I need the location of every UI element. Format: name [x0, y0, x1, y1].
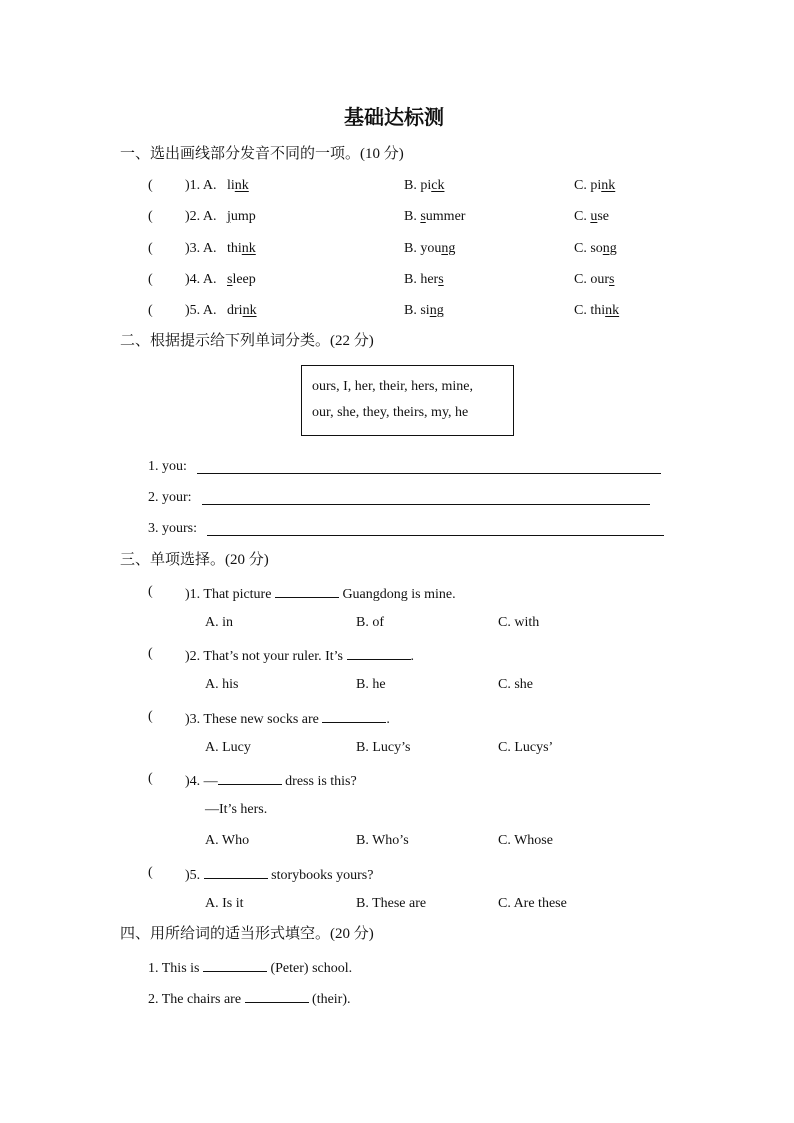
- choice-q5-option-c[interactable]: C. Are these: [498, 896, 567, 911]
- fill-q1-pre: 1. This is: [148, 961, 203, 976]
- pronunciation-option-c[interactable]: [574, 177, 615, 195]
- choice-q5-pre: )5.: [185, 868, 204, 883]
- paren-open: (: [148, 646, 153, 661]
- pronunciation-option-c[interactable]: [574, 208, 609, 226]
- pronunciation-option-a[interactable]: [227, 240, 256, 258]
- fill-q2: [148, 988, 351, 1009]
- underlined-letters: nk: [605, 303, 620, 318]
- underlined-letters: nk: [242, 303, 257, 318]
- underlined-letters: ng: [602, 241, 617, 256]
- paren-open: (: [148, 584, 153, 599]
- choice-q5-option-a[interactable]: A. Is it: [205, 896, 244, 911]
- word-part: thi: [227, 241, 242, 256]
- pronunciation-option-b[interactable]: [404, 240, 455, 258]
- choice-q1-option-a[interactable]: A. in: [205, 615, 233, 630]
- classify-q3-label: 3. yours:: [148, 521, 197, 536]
- word-part: B. you: [404, 241, 442, 256]
- word-part: leep: [232, 272, 256, 287]
- classify-q3-answer-line[interactable]: [207, 535, 664, 536]
- paren-open: (: [148, 771, 153, 786]
- word-part: B.: [404, 209, 421, 224]
- paren-open: (: [148, 178, 153, 193]
- word-part: B. si: [404, 303, 430, 318]
- choice-q2-pre: )2. That’s not your ruler. It’s: [185, 649, 347, 664]
- section-1-heading: 一、选出画线部分发音不同的一项。(10 分): [120, 146, 404, 162]
- paren-open: (: [148, 241, 153, 256]
- pronunciation-option-c[interactable]: [574, 271, 614, 289]
- word-part: C. thi: [574, 303, 606, 318]
- question-number: )5. A.: [185, 303, 217, 318]
- underlined-letters: s: [438, 272, 444, 287]
- question-number: )2. A.: [185, 209, 217, 224]
- choice-q2-option-a[interactable]: A. his: [205, 677, 239, 692]
- fill-q2-pre: 2. The chairs are: [148, 992, 245, 1007]
- underlined-letters: nk: [601, 178, 616, 193]
- choice-q4-option-a[interactable]: A. Who: [205, 833, 250, 848]
- choice-q2-post: .: [410, 649, 414, 664]
- word-part: B. her: [404, 272, 439, 287]
- underlined-letters: j: [227, 209, 231, 224]
- classify-q1-answer-line[interactable]: [197, 473, 661, 474]
- pronunciation-option-c[interactable]: [574, 302, 619, 320]
- fill-q1-post: (Peter) school.: [266, 961, 353, 976]
- section-2-heading: 二、根据提示给下列单词分类。(22 分): [120, 333, 374, 349]
- word-part: C. pi: [574, 178, 602, 193]
- choice-q2-blank[interactable]: [347, 645, 411, 660]
- underlined-letters: u: [590, 209, 598, 224]
- underlined-letters: nk: [234, 178, 249, 193]
- paren-open: (: [148, 209, 153, 224]
- word-part: C.: [574, 209, 591, 224]
- choice-q3-post: .: [386, 712, 390, 727]
- paren-open: (: [148, 865, 153, 880]
- section-3-heading: 三、单项选择。(20 分): [120, 552, 269, 568]
- paren-open: (: [148, 303, 153, 318]
- choice-q5-blank[interactable]: [204, 864, 268, 879]
- choice-q2-option-c[interactable]: C. she: [498, 677, 533, 692]
- choice-q3-stem: [185, 708, 390, 729]
- pronunciation-option-b[interactable]: [404, 208, 465, 226]
- choice-q4-reply: —It’s hers.: [205, 802, 268, 817]
- choice-q3-option-c[interactable]: C. Lucys’: [498, 740, 554, 755]
- fill-q2-post: (their).: [308, 992, 351, 1007]
- underlined-letters: nk: [241, 241, 256, 256]
- choice-q4-stem: [185, 770, 357, 791]
- choice-q1-option-b[interactable]: B. of: [356, 615, 384, 630]
- underlined-letters: s: [420, 209, 426, 224]
- choice-q4-option-c[interactable]: C. Whose: [498, 833, 553, 848]
- classify-q2-label: 2. your:: [148, 490, 192, 505]
- section-4-heading: 四、用所给词的适当形式填空。(20 分): [120, 926, 374, 942]
- word-part: B. pi: [404, 178, 432, 193]
- word-bank-box: [301, 365, 514, 436]
- underlined-letters: ng: [441, 241, 456, 256]
- fill-q1-blank[interactable]: [203, 957, 267, 972]
- underlined-letters: s: [227, 272, 233, 287]
- underlined-letters: ng: [429, 303, 444, 318]
- classify-q2-answer-line[interactable]: [202, 504, 650, 505]
- word-part: C. our: [574, 272, 609, 287]
- word-part: ump: [230, 209, 256, 224]
- word-part: dri: [227, 303, 243, 318]
- word-part: ummer: [425, 209, 466, 224]
- pronunciation-option-a[interactable]: [227, 208, 256, 226]
- choice-q1-post: Guangdong is mine.: [338, 587, 456, 602]
- choice-q4-blank[interactable]: [218, 770, 282, 785]
- paren-open: (: [148, 272, 153, 287]
- pronunciation-option-a[interactable]: [227, 302, 257, 320]
- question-number: )4. A.: [185, 272, 217, 287]
- pronunciation-option-c[interactable]: [574, 240, 617, 258]
- choice-q2-option-b[interactable]: B. he: [356, 677, 386, 692]
- choice-q2-stem: [185, 645, 414, 666]
- word-part: C. so: [574, 241, 603, 256]
- pronunciation-option-b[interactable]: [404, 271, 444, 289]
- word-bank-line-1: ours, I, her, their, hers, mine,: [312, 379, 473, 394]
- choice-q4-pre: )4. —: [185, 774, 218, 789]
- choice-q3-option-b[interactable]: B. Lucy’s: [356, 740, 411, 755]
- choice-q3-option-a[interactable]: A. Lucy: [205, 740, 251, 755]
- pronunciation-option-b[interactable]: [404, 302, 444, 320]
- choice-q4-option-b[interactable]: B. Who’s: [356, 833, 409, 848]
- underlined-letters: s: [609, 272, 615, 287]
- choice-q1-stem: [185, 583, 456, 604]
- classify-q1-label: 1. you:: [148, 459, 187, 474]
- word-part: se: [597, 209, 610, 224]
- choice-q4-post: dress is this?: [281, 774, 357, 789]
- paren-open: (: [148, 709, 153, 724]
- choice-q5-option-b[interactable]: B. These are: [356, 896, 427, 911]
- word-part: li: [227, 178, 235, 193]
- word-bank-line-2: our, she, they, theirs, my, he: [312, 405, 469, 420]
- choice-q1-blank[interactable]: [275, 583, 339, 598]
- underlined-letters: ck: [431, 178, 445, 193]
- pronunciation-option-a[interactable]: [227, 271, 256, 289]
- choice-q5-stem: [185, 864, 373, 885]
- choice-q3-blank[interactable]: [322, 708, 386, 723]
- fill-q2-blank[interactable]: [245, 988, 309, 1003]
- choice-q1-option-c[interactable]: C. with: [498, 615, 540, 630]
- choice-q5-post: storybooks yours?: [267, 868, 374, 883]
- pronunciation-option-a[interactable]: [227, 177, 249, 195]
- fill-q1: [148, 957, 352, 978]
- choice-q1-pre: )1. That picture: [185, 587, 275, 602]
- choice-q3-pre: )3. These new socks are: [185, 712, 323, 727]
- question-number: )1. A.: [185, 178, 217, 193]
- page-title: 基础达标测: [344, 107, 444, 129]
- question-number: )3. A.: [185, 241, 217, 256]
- pronunciation-option-b[interactable]: [404, 177, 444, 195]
